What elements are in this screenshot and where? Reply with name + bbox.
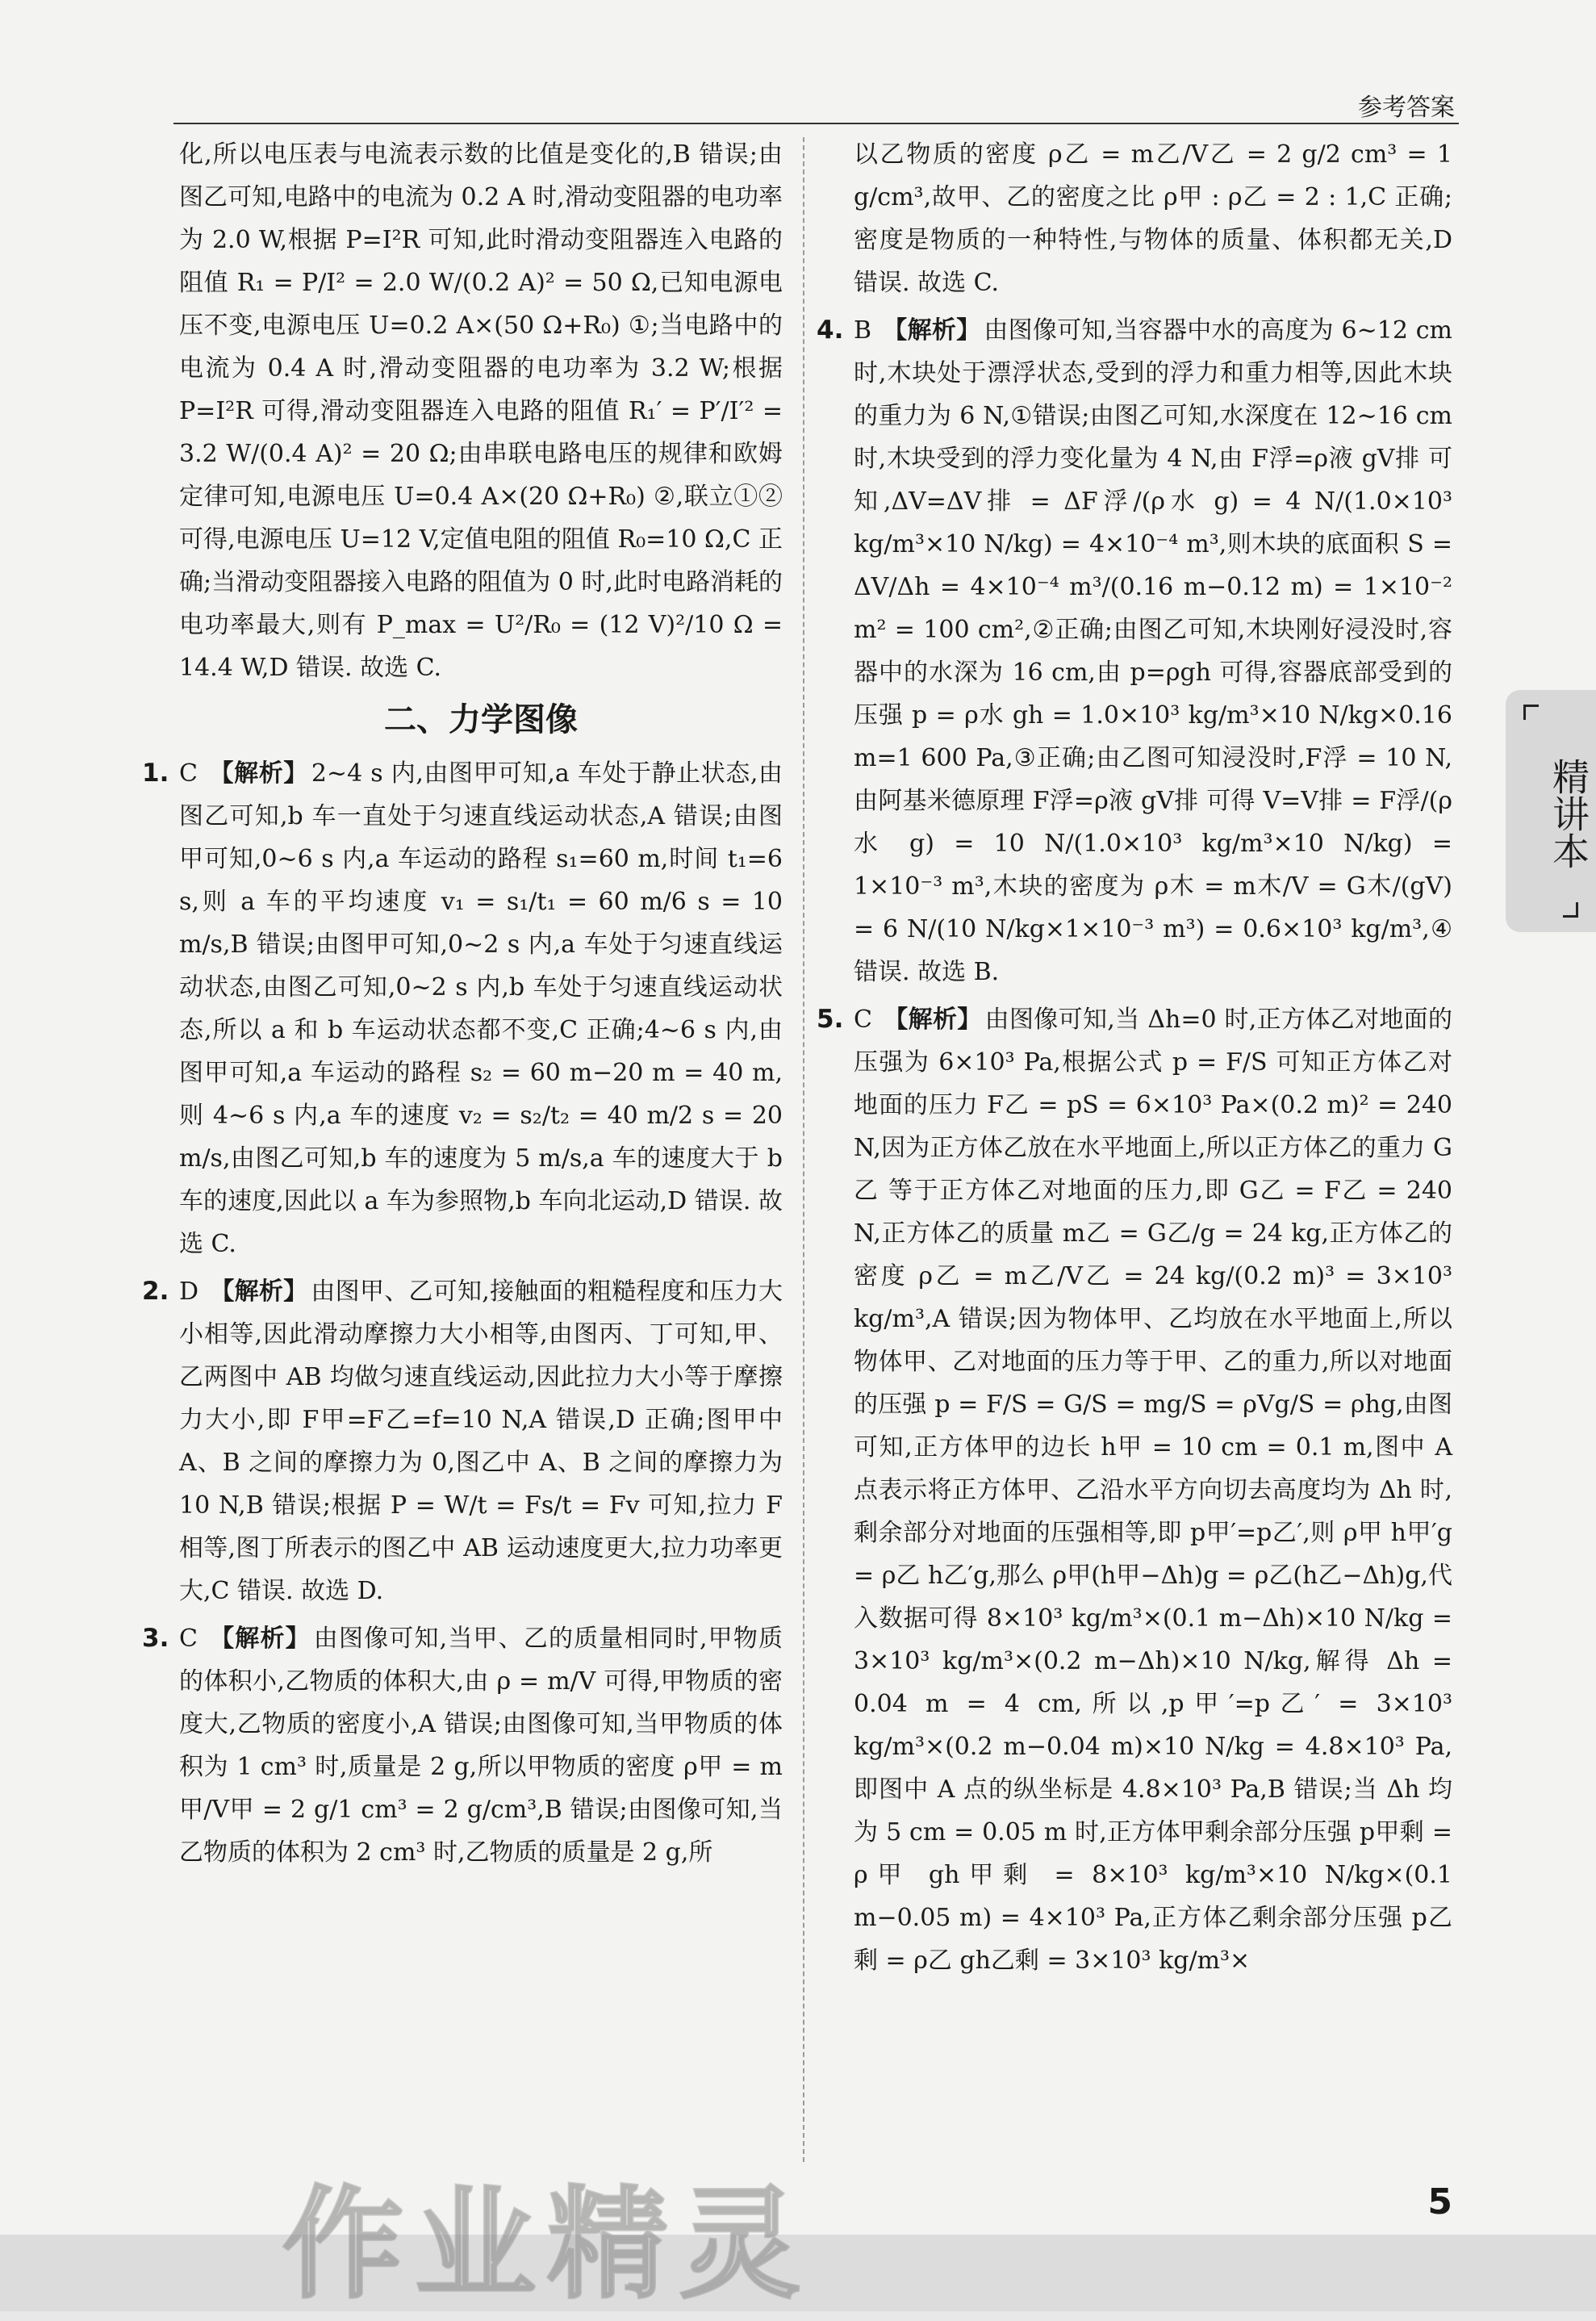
intro-paragraph: 化,所以电压表与电流表示数的比值是变化的,B 错误;由图乙可知,电路中的电流为 0.2 A 时,滑动变阻器的电功率为 2.0 W,根据 P=I²R 可知,此时滑动变阻器连入电路的阻值 R₁ = P/I² = 2.0 W/(0.2 A)² = 50 Ω,已知电源电压不变,电源电压 U=0.2 A×(50 Ω+R₀) ①;当电路中的电流为 0.4 A 时,滑动变阻器的电功率为 3.2 W;根据 P=I²R 可得,滑动变阻器连入电路的阻值 R₁′ = P′/I′² = 3.2 W/(0.4 A)² = 20 Ω;由串联电路电压的规律和欧姆定律可知,电源电压 U=0.4 A×(20 Ω+R₀) ②,联立①②可得,电源电压 U=12 V,定值电阻的阻值 R₀=10 Ω,C 正确;当滑动变阻器接入电路的阻值为 0 时,此时电路消耗的电功率最大,则有 P_max = U²/R₀ = (12 V)²/10 Ω = 14.4 W,D 错误. 故选 C.: [179, 140, 783, 682]
answer-letter: C: [179, 759, 198, 788]
analysis-text: 由图像可知,当 Δh=0 时,正方体乙对地面的压强为 6×10³ Pa,根据公式 p = F/S 可知正方体乙对地面的压力 F乙 = pS = 6×10³ Pa×(0.2 m)² = 240 N,因为正方体乙放在水平地面上,所以正方体乙的重力 G乙 等于正方体乙对地面的压力,即 G乙 = F乙 = 240 N,正方体乙的质量 m乙 = G乙/g = 24 kg,正方体乙的密度 ρ乙 = m乙/V乙 = 24 kg/(0.2 m)³ = 3×10³ kg/m³,A 错误;因为物体甲、乙均放在水平地面上,所以物体甲、乙对地面的压力等于甲、乙的重力,所以对地面的压强 p = F/S = G/S = mg/S = ρVg/S = ρhg,由图可知,正方体甲的边长 h甲 = 10 cm = 0.1 m,图中 A 点表示将正方体甲、乙沿水平方向切去高度均为 Δh 时,剩余部分对地面的压强相等,即 p甲′=p乙′,则 ρ甲 h甲′g = ρ乙 h乙′g,那么 ρ甲(h甲−Δh)g = ρ乙(h乙−Δh)g,代入数据可得 8×10³ kg/m³×(0.1 m−Δh)×10 N/kg = 3×10³ kg/m³×(0.2 m−Δh)×10 N/kg,解得 Δh = 0.04 m = 4 cm,所以,p甲′=p乙′ = 3×10³ kg/m³×(0.2 m−0.04 m)×10 N/kg = 4.8×10³ Pa,即图中 A 点的纵坐标是 4.8×10³ Pa,B 错误;当 Δh 均为 5 cm = 0.05 m 时,正方体甲剩余部分压强 p甲剩 = ρ甲 gh甲剩 = 8×10³ kg/m³×10 N/kg×(0.1 m−0.05 m) = 4×10³ Pa,正方体乙剩余部分压强 p乙剩 = ρ乙 gh乙剩 = 3×10³ kg/m³×: [854, 1006, 1452, 1975]
analysis-label: 【解析】: [883, 1006, 982, 1034]
analysis-text: 由图像可知,当甲、乙的质量相同时,甲物质的体积小,乙物质的体积大,由 ρ = m/V 可得,甲物质的密度大,乙物质的密度小,A 错误;由图像可知,当甲物质的体积为 1 cm³ 时,质量是 2 g,所以甲物质的密度 ρ甲 = m甲/V甲 = 2 g/1 cm³ = 2 g/cm³,B 错误;由图像可知,当乙物质的体积为 2 cm³ 时,乙物质的质量是 2 g,所: [179, 1625, 783, 1867]
question-number: 5.: [817, 1005, 844, 1034]
continuation-paragraph: 以乙物质的密度 ρ乙 = m乙/V乙 = 2 g/2 cm³ = 1 g/cm³,故甲、乙的密度之比 ρ甲 : ρ乙 = 2 : 1,C 正确;密度是物质的一种特性,与物体的质量、体积都无关,D 错误. 故选 C.: [854, 140, 1452, 297]
question-2: [142, 1270, 783, 1612]
analysis-label: 【解析】: [208, 759, 308, 788]
question-5: [817, 998, 1452, 1982]
bracket-bottom-icon: [1563, 902, 1578, 918]
question-4: [817, 309, 1452, 993]
running-header: 参考答案: [1358, 94, 1455, 122]
side-tab-label: 精讲本: [1547, 758, 1590, 869]
side-tab: [1506, 690, 1596, 932]
answer-letter: D: [179, 1278, 199, 1306]
analysis-label: 【解析】: [883, 316, 981, 345]
question-3: [142, 1617, 783, 1874]
question-1: [142, 752, 783, 1265]
answer-letter: C: [179, 1625, 198, 1653]
answer-letter: B: [854, 316, 872, 345]
section-title: 二、力学图像: [384, 701, 578, 738]
left-column: [142, 133, 783, 1874]
header-rule: [173, 123, 1459, 124]
column-divider: [803, 137, 804, 2162]
right-column: [817, 133, 1452, 1982]
analysis-text: 由图像可知,当容器中水的高度为 6~12 cm 时,木块处于漂浮状态,受到的浮力和重力相等,因此木块的重力为 6 N,①错误;由图乙可知,水深度在 12~16 cm 时,木块受到的浮力变化量为 4 N,由 F浮=ρ液 gV排 可知,ΔV=ΔV排 = ΔF浮/(ρ水 g) = 4 N/(1.0×10³ kg/m³×10 N/kg) = 4×10⁻⁴ m³,则木块的底面积 S = ΔV/Δh = 4×10⁻⁴ m³/(0.16 m−0.12 m) = 1×10⁻² m² = 100 cm²,②正确;由图乙可知,木块刚好浸没时,容器中的水深为 16 cm,由 p=ρgh 可得,容器底部受到的压强 p = ρ水 gh = 1.0×10³ kg/m³×10 N/kg×0.16 m=1 600 Pa,③正确;由乙图可知浸没时,F浮 = 10 N,由阿基米德原理 F浮=ρ液 gV排 可得 V=V排 = F浮/(ρ水 g) = 10 N/(1.0×10³ kg/m³×10 N/kg) = 1×10⁻³ m³,木块的密度为 ρ木 = m木/V = G木/(gV) = 6 N/(10 N/kg×1×10⁻³ m³) = 0.6×10³ kg/m³,④错误. 故选 B.: [854, 316, 1452, 986]
analysis-text: 2~4 s 内,由图甲可知,a 车处于静止状态,由图乙可知,b 车一直处于匀速直线运动状态,A 错误;由图甲可知,0~6 s 内,a 车运动的路程 s₁=60 m,时间 t₁=6 s,则 a 车的平均速度 v₁ = s₁/t₁ = 60 m/6 s = 10 m/s,B 错误;由图甲可知,0~2 s 内,a 车处于匀速直线运动状态,由图乙可知,0~2 s 内,b 车处于匀速直线运动状态,所以 a 和 b 车运动状态都不变,C 正确;4~6 s 内,由图甲可知,a 车运动的路程 s₂ = 60 m−20 m = 40 m,则 4~6 s 内,a 车的速度 v₂ = s₂/t₂ = 40 m/2 s = 20 m/s,由图乙可知,b 车的速度为 5 m/s,a 车的速度大于 b 车的速度,因此以 a 车为参照物,b 车向北运动,D 错误. 故选 C.: [179, 759, 783, 1258]
analysis-text: 由图甲、乙可知,接触面的粗糙程度和压力大小相等,因此滑动摩擦力大小相等,由图丙、丁可知,甲、乙两图中 AB 均做匀速直线运动,因此拉力大小等于摩擦力大小,即 F甲=F乙=f=10 N,A 错误,D 正确;图甲中 A、B 之间的摩擦力为 0,图乙中 A、B 之间的摩擦力为 10 N,B 错误;根据 P = W/t = Fs/t = Fv 可知,拉力 F 相等,图丁所表示的图乙中 AB 运动速度更大,拉力功率更大,C 错误. 故选 D.: [179, 1278, 783, 1605]
question-number: 3.: [142, 1624, 169, 1653]
question-number: 2.: [142, 1277, 169, 1306]
analysis-label: 【解析】: [208, 1625, 311, 1653]
watermark: 作业精灵: [282, 2175, 813, 2315]
answer-letter: C: [854, 1006, 872, 1034]
question-number: 1.: [142, 759, 169, 788]
analysis-label: 【解析】: [210, 1278, 308, 1306]
bracket-top-icon: [1523, 705, 1539, 720]
page-number: 5: [1427, 2181, 1452, 2223]
question-number: 4.: [817, 316, 844, 345]
